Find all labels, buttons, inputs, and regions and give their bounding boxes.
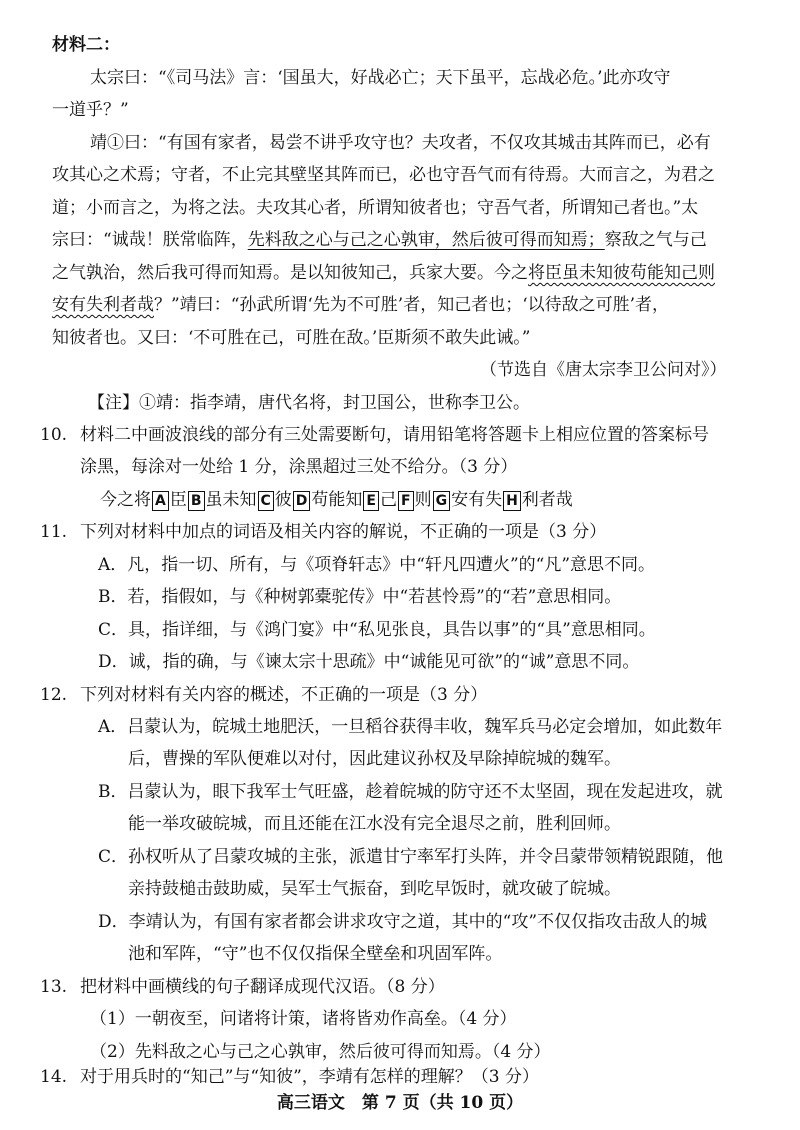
question-12-option-b-cont: 能一举攻破皖城，而且还能在江水没有完全退尽之前，胜利回师。 xyxy=(128,814,621,834)
passage-text: ？”靖曰：“孙武所谓‘先为不可胜’者，知己者也；‘以待敌之可胜’者， xyxy=(154,295,669,315)
option-box-g[interactable]: G xyxy=(433,491,451,511)
page-footer: 高三语文 第 7 页（共 10 页） xyxy=(276,1093,524,1113)
question-11-option-c: C．具，指详细，与《鸿门宴》中“私见张良，具告以事”的“具”意思相同。 xyxy=(98,620,656,640)
passage-source: （节选自《唐太宗李卫公问对》） xyxy=(480,360,727,380)
question-14-stem: 对于用兵时的“知己”与“知彼”，李靖有怎样的理解？（3 分） xyxy=(80,1067,539,1087)
option-box-f[interactable]: F xyxy=(398,491,414,511)
question-11-option-b: B．若，指假如，与《种树郭橐驼传》中“若甚怜焉”的“若”意思相同。 xyxy=(98,587,622,607)
passage-line: 攻其心之术焉；守者，不止完其壁坚其阵而已，必也守吾气而有待焉。大而言之，为君之 xyxy=(52,165,715,185)
question-12-option-d: D．李靖认为，有国有家者都会讲求攻守之道，其中的“攻”不仅仅指攻击敌人的城 xyxy=(98,912,708,932)
question-13-sub-2: （2）先料敌之心与己之心孰审，然后彼可得而知焉。（4 分） xyxy=(90,1042,551,1062)
passage-text: 之气孰治，然后我可得而知焉。是以知彼知己，兵家大要。今之 xyxy=(52,263,528,283)
question-12-option-a: A．吕蒙认为，皖城土地肥沃，一旦稻谷获得丰收，魏军兵马必定会增加，如此数年 xyxy=(98,717,723,737)
question-12-number: 12. xyxy=(40,685,68,705)
passage-line: 一道乎？” xyxy=(52,100,129,120)
question-11-option-a: A．凡，指一切、所有，与《项脊轩志》中“轩凡四遭火”的“凡”意思不同。 xyxy=(98,555,656,575)
passage-line xyxy=(52,258,715,288)
material-title: 材料二： xyxy=(52,35,120,55)
segment-text: 虽未知 xyxy=(205,490,257,510)
question-10-options xyxy=(100,485,573,515)
option-box-b[interactable]: B xyxy=(188,491,205,511)
wavy-underlined-text: 安有失利者哉 xyxy=(52,295,154,315)
option-box-d[interactable]: D xyxy=(293,491,311,511)
segment-text: 彼 xyxy=(274,490,292,510)
segment-text: 利者哉 xyxy=(521,490,573,510)
question-12-option-c-cont: 亲持鼓槌击鼓助威，吴军士气振奋，到吃早饭时，就攻破了皖城。 xyxy=(128,879,621,899)
question-10-stem: 材料二中画波浪线的部分有三处需要断句，请用铅笔将答题卡上相应位置的答案标号 xyxy=(80,425,709,445)
passage-line: 靖①曰：“有国有家者，曷尝不讲乎攻守也？夫攻者，不仅攻其城击其阵而已，必有 xyxy=(90,133,711,153)
question-11-option-d: D．诚，指的确，与《谏太宗十思疏》中“诚能见可欲”的“诚”意思不同。 xyxy=(98,652,640,672)
question-13-stem: 把材料中画横线的句子翻译成现代汉语。（8 分） xyxy=(80,977,445,997)
question-12-option-a-cont: 后，曹操的军队便难以对付，因此建议孙权及早除掉皖城的魏军。 xyxy=(128,749,621,769)
segment-text: 苟能知 xyxy=(311,490,363,510)
question-11-stem: 下列对材料中加点的词语及相关内容的解说，不正确的一项是（3 分） xyxy=(80,522,607,542)
option-box-c[interactable]: C xyxy=(258,491,274,511)
segment-text: 臣 xyxy=(169,490,187,510)
question-12-option-c: C．孙权听从了吕蒙攻城的主张，派遣甘宁率军打头阵，并令吕蒙带领精锐跟随，他 xyxy=(98,847,724,867)
passage-line: 道；小而言之，为将之法。夫攻其心者，所谓知彼者也；守吾气者，所谓知己者也。”太 xyxy=(52,198,699,218)
question-10-number: 10. xyxy=(40,425,68,445)
option-box-h[interactable]: H xyxy=(503,491,521,511)
question-12-stem: 下列对材料有关内容的概述，不正确的一项是（3 分） xyxy=(80,685,488,705)
passage-line xyxy=(52,290,669,320)
segment-text: 今之将 xyxy=(100,490,151,510)
passage-line: 太宗曰：“《司马法》言：‘国虽大，好战必亡；天下虽平，忘战必危。’此亦攻守 xyxy=(90,68,671,88)
passage-line xyxy=(52,225,707,255)
question-11-number: 11. xyxy=(40,522,68,542)
segment-text: 己 xyxy=(380,490,397,510)
option-box-e[interactable]: E xyxy=(363,491,379,511)
question-12-option-b: B．吕蒙认为，眼下我军士气旺盛，趁着皖城的防守还不太坚固，现在发起进攻，就 xyxy=(98,782,723,802)
option-box-a[interactable]: A xyxy=(152,491,169,511)
question-12-option-d-cont: 池和军阵，“守”也不仅仅指保全壁垒和巩固军阵。 xyxy=(128,944,503,964)
segment-text: 安有失 xyxy=(451,490,503,510)
annotation-note: 【注】①靖：指李靖，唐代名将，封卫国公，世称李卫公。 xyxy=(88,393,530,413)
segment-text: 则 xyxy=(414,490,432,510)
question-14-number: 14. xyxy=(40,1067,68,1087)
passage-text: 宗曰：“诚哉！朕常临阵， xyxy=(52,230,248,250)
question-13-sub-1: （1）一朝夜至，问诸将计策，诸将皆劝作高垒。（4 分） xyxy=(90,1009,517,1029)
passage-line: 知彼者也。又曰：‘不可胜在己，可胜在敌。’臣斯须不敢失此诫。” xyxy=(52,328,531,348)
wavy-underlined-text: 将臣虽未知彼苟能知己则 xyxy=(528,263,715,283)
question-13-number: 13. xyxy=(40,977,68,997)
passage-text: 察敌之气与己 xyxy=(604,230,707,250)
underlined-sentence: 先料敌之心与己之心孰审，然后彼可得而知焉； xyxy=(247,230,605,250)
question-10-stem: 涂黑，每涂对一处给 1 分，涂黑超过三处不给分。（3 分） xyxy=(80,457,518,477)
